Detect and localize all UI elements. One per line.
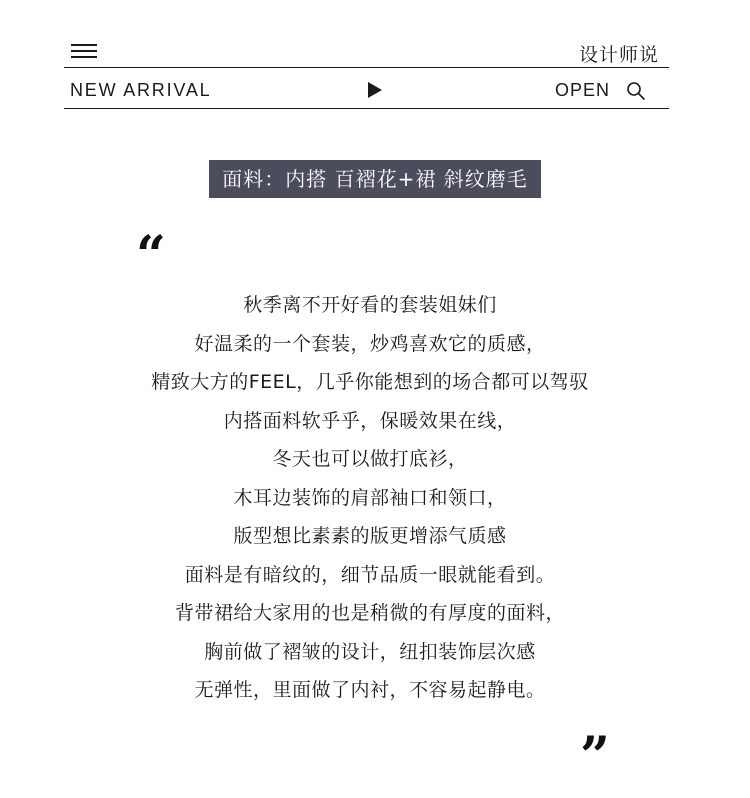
description-line: 冬天也可以做打底衫， xyxy=(272,448,468,470)
description-line: 内搭面料软乎乎，保暖效果在线， xyxy=(223,409,517,432)
description-line: 背带裙给大家用的也是稍微的有厚度的面料， xyxy=(174,602,565,624)
description-line: 无弹性，里面做了内衬，不容易起静电。 xyxy=(194,679,546,701)
play-icon[interactable] xyxy=(368,82,382,98)
description-line: 好温柔的一个套装，炒鸡喜欢它的质感， xyxy=(194,332,546,355)
description-line: 木耳边装饰的肩部袖口和领口， xyxy=(233,486,507,509)
fabric-banner xyxy=(0,160,750,198)
description-line: 胸前做了褶皱的设计，纽扣装饰层次感 xyxy=(204,640,536,663)
brand-title: 设计师说 xyxy=(578,44,659,66)
header-divider-top xyxy=(64,67,669,68)
search-icon[interactable] xyxy=(626,81,646,101)
description-line: 精致大方的FEEL，几乎你能想到的场合都可以驾驭 xyxy=(151,371,589,393)
description-line: 面料是有暗纹的，细节品质一眼就能看到。 xyxy=(184,563,556,586)
description-line: 版型想比素素的版更增添气质感 xyxy=(233,525,507,547)
description-block xyxy=(0,286,740,710)
open-link[interactable]: OPEN xyxy=(555,80,611,100)
description-line: 秋季离不开好看的套装姐妹们 xyxy=(243,294,497,316)
new-arrival-label: NEW ARRIVAL xyxy=(70,80,212,100)
hamburger-menu-icon[interactable] xyxy=(71,44,97,60)
header-divider-bottom xyxy=(64,108,669,109)
close-quote-icon: ” xyxy=(580,726,610,787)
open-quote-icon: “ xyxy=(136,225,166,286)
fabric-badge: 面料：内搭 百褶花+裙 斜纹磨毛 xyxy=(209,160,540,198)
